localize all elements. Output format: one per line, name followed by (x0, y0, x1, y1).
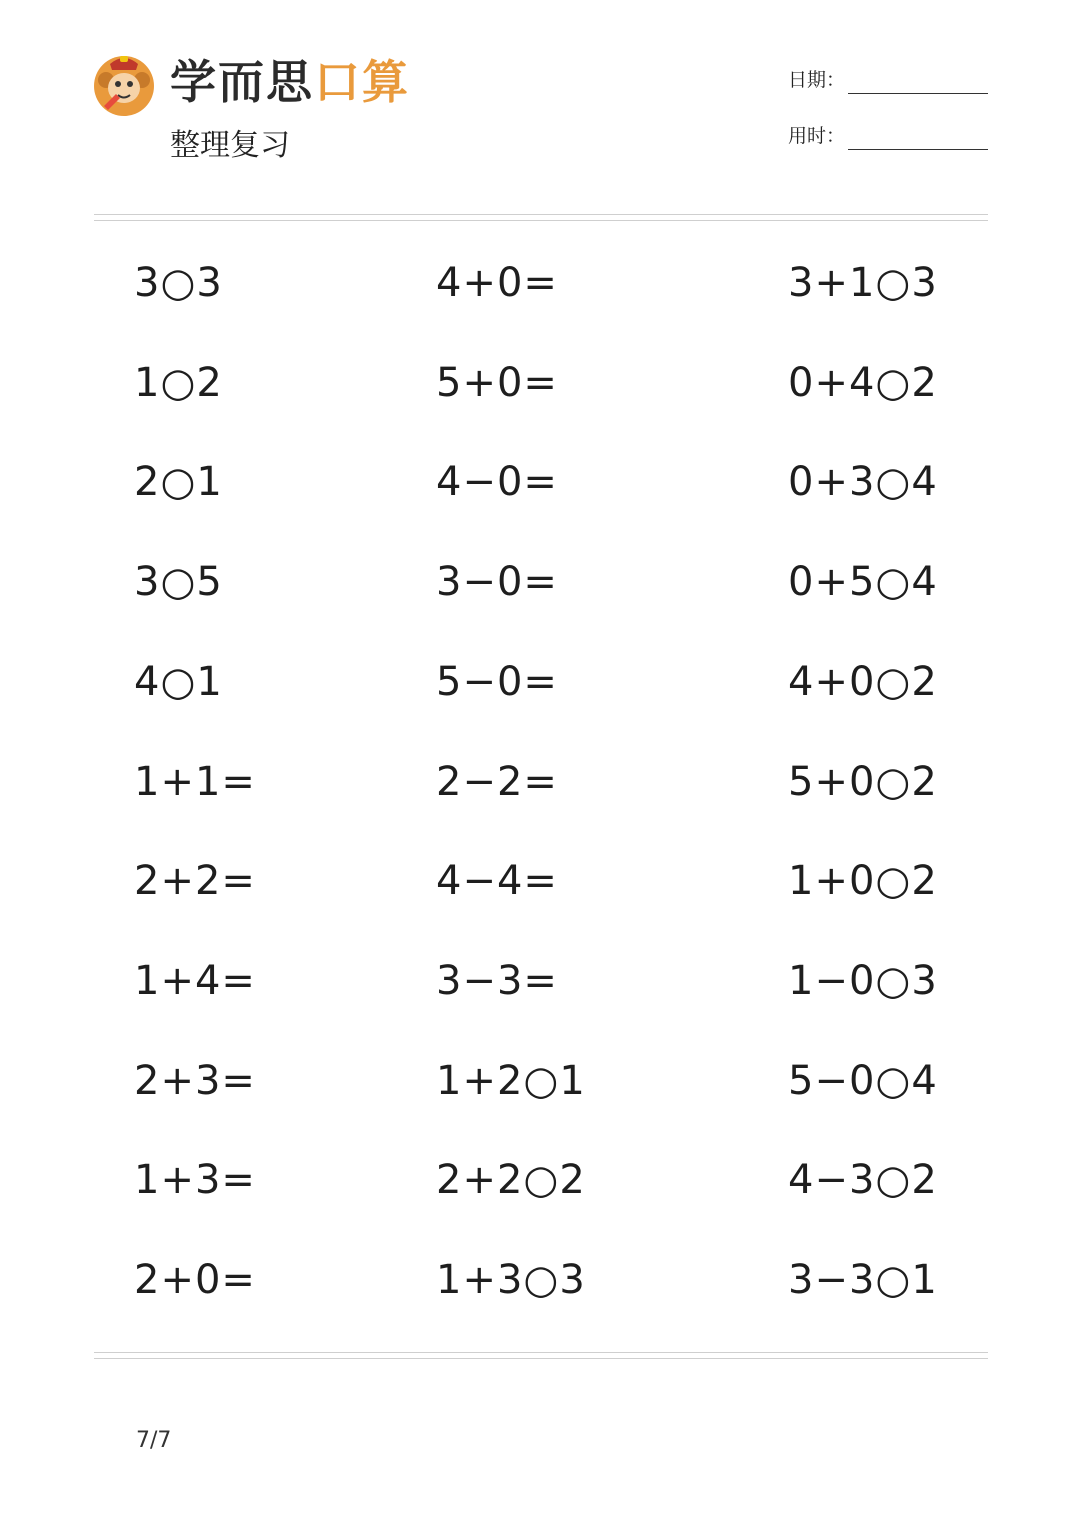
problem-item: 2−2= (436, 758, 558, 805)
time-field (788, 120, 988, 150)
problem-item: 3+1○3 (788, 260, 938, 306)
bottom-divider (94, 1352, 988, 1353)
top-divider (94, 214, 988, 215)
problem-item: 3○3 (134, 260, 223, 306)
problem-item: 5+0= (436, 359, 558, 406)
problem-item: 4+0= (436, 260, 558, 306)
date-field (788, 64, 988, 94)
page-number: 7/7 (136, 1428, 172, 1453)
problem-item: 4−3○2 (788, 1157, 938, 1204)
problem-item: 1−0○3 (788, 957, 938, 1004)
problem-item: 2○1 (134, 459, 223, 506)
brand-title (170, 54, 410, 110)
problem-item: 2+2= (134, 858, 256, 905)
bottom-divider-secondary (94, 1358, 988, 1359)
problem-item: 3○5 (134, 559, 223, 606)
problem-item: 3−0= (436, 559, 558, 606)
date-label: 日期： (788, 69, 846, 91)
problem-item: 2+2○2 (436, 1157, 586, 1204)
brand-main: 学而思 (170, 55, 314, 109)
problem-item: 0+5○4 (788, 559, 938, 606)
problem-item: 1+3= (134, 1157, 256, 1204)
problem-item: 1+1= (134, 758, 256, 805)
problem-item: 5−0○4 (788, 1057, 938, 1104)
worksheet-subtitle: 整理复习 (170, 128, 290, 163)
problem-item: 4−4= (436, 858, 558, 905)
problem-item: 5+0○2 (788, 758, 938, 805)
problem-item: 3−3= (436, 957, 558, 1004)
problem-item: 2+3= (134, 1057, 256, 1104)
problem-item: 1+3○3 (436, 1257, 586, 1303)
problem-item: 0+4○2 (788, 359, 938, 406)
problem-item: 5−0= (436, 658, 558, 705)
problem-item: 0+3○4 (788, 459, 938, 506)
problem-item: 1+4= (134, 957, 256, 1004)
problem-item: 4−0= (436, 459, 558, 506)
problem-item: 1○2 (134, 359, 223, 406)
date-blank-line (848, 93, 988, 94)
problem-item: 3−3○1 (788, 1257, 938, 1303)
monkey-logo-icon (90, 50, 158, 118)
brand-accent: 口算 (314, 55, 410, 109)
problem-item: 1+2○1 (436, 1057, 586, 1104)
problem-item: 4+0○2 (788, 658, 938, 705)
time-label: 用时： (788, 125, 846, 147)
worksheet-header (0, 0, 1080, 200)
problem-item: 4○1 (134, 658, 223, 705)
problem-item: 1+0○2 (788, 858, 938, 905)
time-blank-line (848, 149, 988, 150)
top-divider-secondary (94, 220, 988, 221)
problem-item: 2+0= (134, 1257, 256, 1303)
